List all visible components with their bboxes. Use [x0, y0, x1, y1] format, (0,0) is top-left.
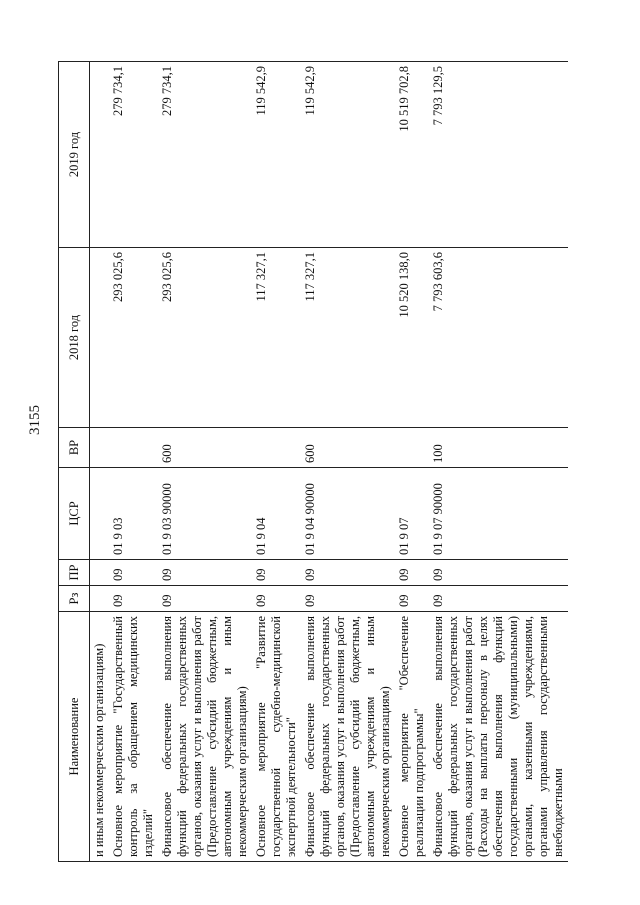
row-csr: 01 9 04 90000	[301, 468, 395, 560]
row-rz: 09	[109, 586, 158, 612]
row-csr: 01 9 03	[109, 468, 158, 560]
row-2018: 293 025,6	[158, 248, 252, 428]
header-rz: Рз	[59, 586, 90, 612]
row-vr	[252, 428, 301, 468]
row-name: Финансовое обеспечение выполнения функций федеральных государственных органов, оказания услуг и выполнения работ (Предоставление субсидий бюджетным, автономным учреждениям и иным некоммерческим организациям)	[158, 612, 252, 862]
table-row	[158, 62, 252, 862]
row-2018: 117 327,1	[252, 248, 301, 428]
row-csr: 01 9 07 90000	[429, 468, 568, 560]
row-2018: 293 025,6	[109, 248, 158, 428]
row-vr: 600	[301, 428, 395, 468]
row-rz: 09	[252, 586, 301, 612]
row-name: Основное мероприятие "Обеспечение реализации подпрограммы"	[395, 612, 429, 862]
row-2019: 7 793 129,5	[429, 62, 568, 248]
row-rz: 09	[158, 586, 252, 612]
row-2018: 10 520 138,0	[395, 248, 429, 428]
header-2018: 2018 год	[59, 248, 90, 428]
row-name: Финансовое обеспечение выполнения функций федеральных государственных органов, оказания услуг и выполнения работ (Расходы на выплаты персоналу в целях обеспечения выполнения функций государственными (муниципальными) органами, казенными учреждениями, органами управления государственными внебюджетными	[429, 612, 568, 862]
row-2019	[90, 62, 110, 248]
header-name: Наименование	[59, 612, 90, 862]
row-vr: 600	[158, 428, 252, 468]
row-2019: 10 519 702,8	[395, 62, 429, 248]
row-2019: 279 734,1	[109, 62, 158, 248]
table-row	[109, 62, 158, 862]
row-pr: 09	[301, 560, 395, 586]
row-csr	[90, 468, 110, 560]
row-2018: 117 327,1	[301, 248, 395, 428]
row-pr: 09	[158, 560, 252, 586]
row-name: Основное мероприятие "Развитие государственной судебно-медицинской экспертной деятельности"	[252, 612, 301, 862]
row-rz: 09	[301, 586, 395, 612]
header-vr: ВР	[59, 428, 90, 468]
budget-table-page	[58, 62, 588, 862]
header-pr: ПР	[59, 560, 90, 586]
row-name: Основное мероприятие "Государственный контроль за обращением медицинских изделий"	[109, 612, 158, 862]
row-rz: 09	[395, 586, 429, 612]
row-pr: 09	[429, 560, 568, 586]
row-name: Финансовое обеспечение выполнения функций федеральных государственных органов, оказания услуг и выполнения работ (Предоставление субсидий бюджетным, автономным учреждениям и иным некоммерческим организациям)	[301, 612, 395, 862]
row-2018	[90, 248, 110, 428]
header-2019: 2019 год	[59, 62, 90, 248]
row-pr: 09	[395, 560, 429, 586]
row-vr	[90, 428, 110, 468]
row-2019: 119 542,9	[252, 62, 301, 248]
row-vr	[109, 428, 158, 468]
row-vr: 100	[429, 428, 568, 468]
row-2019: 119 542,9	[301, 62, 395, 248]
row-csr: 01 9 03 90000	[158, 468, 252, 560]
table-row	[252, 62, 301, 862]
budget-table	[58, 61, 568, 862]
table-row	[301, 62, 395, 862]
row-csr: 01 9 04	[252, 468, 301, 560]
row-pr: 09	[252, 560, 301, 586]
table-row	[395, 62, 429, 862]
row-vr	[395, 428, 429, 468]
row-name: и иным некоммерческим организациям)	[90, 612, 110, 862]
row-rz: 09	[429, 586, 568, 612]
table-row	[429, 62, 568, 862]
table-row	[90, 62, 110, 862]
row-2018: 7 793 603,6	[429, 248, 568, 428]
table-header-row	[59, 62, 90, 862]
header-csr: ЦСР	[59, 468, 90, 560]
row-2019: 279 734,1	[158, 62, 252, 248]
row-csr: 01 9 07	[395, 468, 429, 560]
row-pr	[90, 560, 110, 586]
page-number: 3155	[27, 405, 43, 435]
row-pr: 09	[109, 560, 158, 586]
row-rz	[90, 586, 110, 612]
